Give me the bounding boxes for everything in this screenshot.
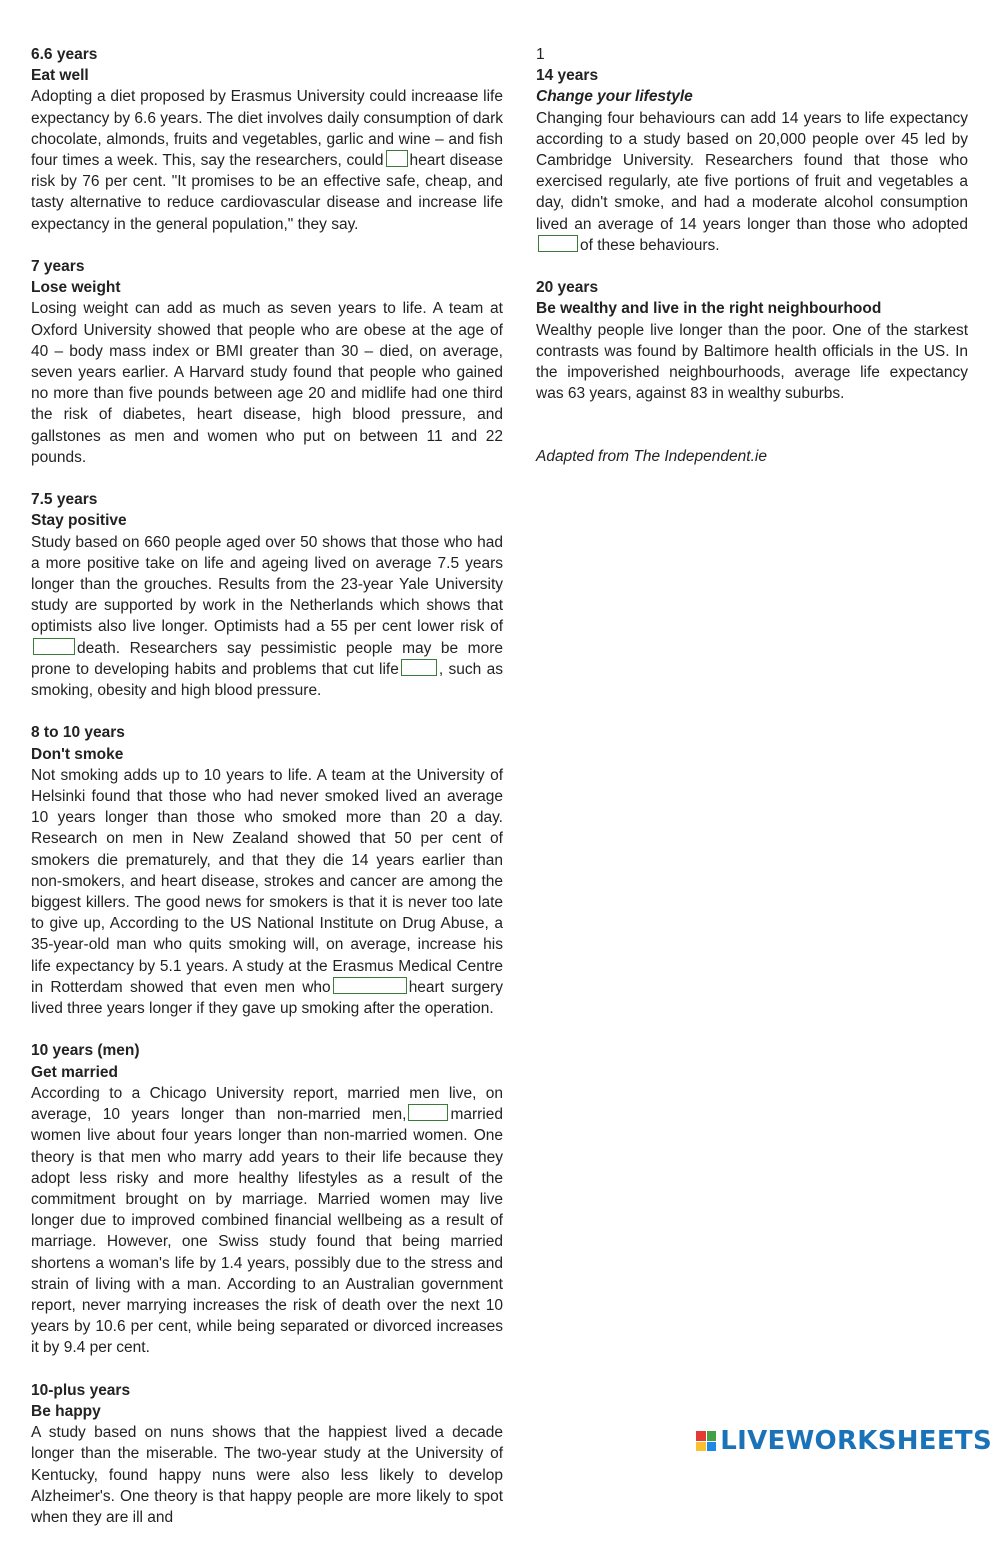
section-be-happy <box>31 1380 503 1528</box>
section-subheading: Lose weight <box>31 279 121 297</box>
section-heading: 20 years <box>536 279 599 297</box>
section-body <box>31 86 503 234</box>
section-heading: 10 years (men) <box>31 1042 140 1060</box>
section-get-married <box>31 1040 503 1358</box>
section-lose-weight <box>31 256 503 468</box>
liveworksheets-logo <box>696 1426 992 1456</box>
section-body: A study based on nuns shows that the happiest lived a decade longer than the miserable. The two-year study at the University of Kentucky, found happy nuns were also less likely to develop Alzheimer's. One theory is that happy people are more likely to spot when they are ill and <box>31 1424 503 1526</box>
section-body <box>31 1083 503 1359</box>
body-text: married women live about four years longer than non-married women. One theory is that men who marry add years to their life because they adopt less risky and more healthy lifestyles as a result of the commitment brought on by marriage. Married women may live longer due to improved combined financial wellbeing as a result of marriage. However, one Swiss study found that being married shortens a woman's life by 1.4 years, possibly due to the stress and strain of living with a man. According to an Australian government report, never marrying increases the risk of death over the next 10 years by 10.6 per cent, while being separated or divorced increases it by 9.4 per cent. <box>31 1106 503 1357</box>
section-body: Wealthy people live longer than the poor. One of the starkest contrasts was found by Baltimore health officials in the US. In the impoverished neighbourhoods, average life expectancy was 63 years, against 83 in wealthy suburbs. <box>536 321 968 403</box>
right-column <box>536 44 968 468</box>
source-credit: Adapted from The Independent.ie <box>536 448 767 466</box>
answer-blank-input[interactable] <box>333 977 407 994</box>
body-text: Changing four behaviours can add 14 years to life expectancy according to a study based on 20,000 people over 45 led by Cambridge University. Researchers found that those who exercised regularly, ate five portions of fruit and vegetables a day, didn't smoke, and had a moderate alcohol consumption lived an average of 14 years longer than those who adopted <box>536 109 968 233</box>
section-subheading: Don't smoke <box>31 745 124 763</box>
section-be-wealthy <box>536 277 968 404</box>
section-subheading: Be wealthy and live in the right neighbourhood <box>536 300 882 318</box>
answer-blank-input[interactable] <box>538 235 578 252</box>
answer-blank-input[interactable] <box>386 150 408 167</box>
page-marker: 1 <box>536 46 545 63</box>
section-heading: 14 years <box>536 67 599 85</box>
section-heading: 6.6 years <box>31 46 98 63</box>
body-text: heart surgery lived three years longer if they gave up smoking after the operation. <box>31 978 503 1018</box>
section-subheading: Get married <box>31 1063 119 1081</box>
section-heading: 7 years <box>31 258 85 276</box>
section-heading: 7.5 years <box>31 491 98 509</box>
answer-blank-input[interactable] <box>401 659 437 676</box>
section-eat-well <box>31 44 503 235</box>
section-change-lifestyle <box>536 65 968 256</box>
answer-blank-input[interactable] <box>33 638 75 655</box>
section-heading: 8 to 10 years <box>31 724 125 742</box>
body-text: death. Researchers say pessimistic people may be more prone to developing habits and problems that cut life <box>31 639 503 678</box>
section-subheading: Be happy <box>31 1402 101 1420</box>
section-dont-smoke <box>31 722 503 1019</box>
logo-text: LIVEWORKSHEETS <box>720 1426 992 1456</box>
left-column <box>31 44 503 1549</box>
section-stay-positive <box>31 489 503 701</box>
section-subheading: Eat well <box>31 67 89 85</box>
body-text: of these behaviours. <box>580 236 720 254</box>
section-body <box>31 765 503 1019</box>
body-text: Adopting a diet proposed by Erasmus University could increaase life expectancy by 6.6 years. The diet involves daily consumption of dark chocolate, almonds, fruits and vegetables, garlic and wine – and fish four times a week. This, say the researchers, could <box>31 88 503 170</box>
body-text: , such as smoking, obesity and high blood pressure. <box>31 660 503 700</box>
section-body <box>31 532 503 702</box>
section-heading: 10-plus years <box>31 1381 131 1399</box>
section-body <box>536 108 968 256</box>
body-text: According to a Chicago University report, married men live, on average, 10 years longer than non-married men, <box>31 1084 503 1124</box>
body-text: Study based on 660 people aged over 50 shows that those who had a more positive take on life and ageing lived on average 7.5 years longer than the grouches. Results from the 23-year Yale University study are supported by work in the Netherlands which shows that optimists also live longer. Optimists had a 55 per cent lower risk of <box>31 533 503 636</box>
answer-blank-input[interactable] <box>408 1104 448 1121</box>
body-text: Not smoking adds up to 10 years to life. A team at the University of Helsinki found that those who had never smoked lived an average 10 years longer than those who smoked more than 20 a day. Research on men in New Zealand showed that 50 per cent of smokers die prematurely, and that they die 14 years earlier than non-smokers, and heart disease, strokes and cancer are among the biggest killers. The good news for smokers is that it is never too late to give up, According to the US National Institute on Drug Abuse, a 35-year-old man who quits smoking will, on average, increase his life expectancy by 5.1 years. A study at the Erasmus Medical Centre in Rotterdam showed that even men who <box>31 766 503 996</box>
logo-grid-icon <box>696 1431 716 1451</box>
section-subheading: Stay positive <box>31 512 127 530</box>
body-text: heart disease risk by 76 per cent. "It promises to be an effective safe, cheap, and tasty alternative to reduce cardiovascular disease and increase life expectancy in the general population," they say. <box>31 152 503 233</box>
section-subheading: Change your lifestyle <box>536 88 693 106</box>
section-body: Losing weight can add as much as seven years to life. A team at Oxford University showed that people who are obese at the age of 40 – body mass index or BMI greater than 30 – died, on average, seven years earlier. A Harvard study found that people who gained no more than five pounds between age 20 and midlife had one third the risk of diabetes, heart disease, high blood pressure, and gallstones as men and women who put on between 11 and 22 pounds. <box>31 300 503 466</box>
